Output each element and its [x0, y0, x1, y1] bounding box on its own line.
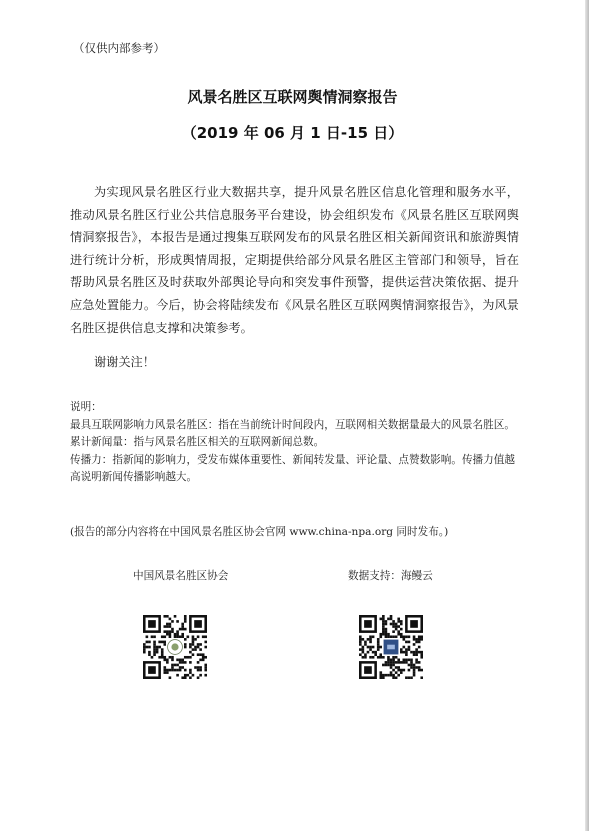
notes-section — [70, 399, 521, 487]
qr-code-haimanyun-graphic — [359, 615, 423, 679]
page-edge-shadow — [585, 0, 589, 831]
notes-heading: 说明： — [70, 401, 102, 413]
report-date-range: （2019 年 06 月 1 日-15 日） — [181, 124, 404, 142]
publish-note: (报告的部分内容将在中国风景名胜区协会官网 www.china-npa.org 同时发布。) — [70, 526, 449, 538]
qr-code-haimanyun-icon — [359, 615, 423, 679]
internal-reference-note: （仅供内部参考） — [73, 41, 165, 55]
report-title: 风景名胜区互联网舆情洞察报告 — [187, 88, 398, 106]
note-item: 传播力：指新闻的影响力，受发布媒体重要性、新闻转发量、评论量、点赞数影响。传播力值越高说明新闻传播影响越大。 — [70, 453, 515, 484]
thanks-text: 谢谢关注！ — [94, 355, 155, 369]
data-support-right: 数据支持：海鳗云 — [348, 570, 433, 582]
qr-code-cnpa-graphic — [143, 615, 207, 679]
note-item: 累计新闻量：指与风景名胜区相关的互联网新闻总数。 — [70, 436, 325, 449]
intro-paragraph: 为实现风景名胜区行业大数据共享，提升风景名胜区信息化管理和服务水平，推动风景名胜区行业公共信息服务平台建设，协会组织发布《风景名胜区互联网舆情洞察报告》，本报告是通过搜集互联网发布的风景名胜区相关新闻资讯和旅游舆情进行统计分析，形成舆情周报，定期提供给部分风景名胜区主管部门和领导，旨在帮助风景名胜区及时获取外部舆论导向和突发事件预警，提供运营决策依据、提升应急处置能力。今后，协会将陆续发布《风景名胜区互联网舆情洞察报告》，为风景名胜区提供信息支撑和决策参考。 — [70, 185, 519, 335]
org-name-left: 中国风景名胜区协会 — [133, 570, 229, 582]
note-item: 最具互联网影响力风景名胜区：指在当前统计时间段内，互联网相关数据量最大的风景名胜区。 — [70, 418, 515, 431]
qr-code-cnpa-icon — [143, 615, 207, 679]
